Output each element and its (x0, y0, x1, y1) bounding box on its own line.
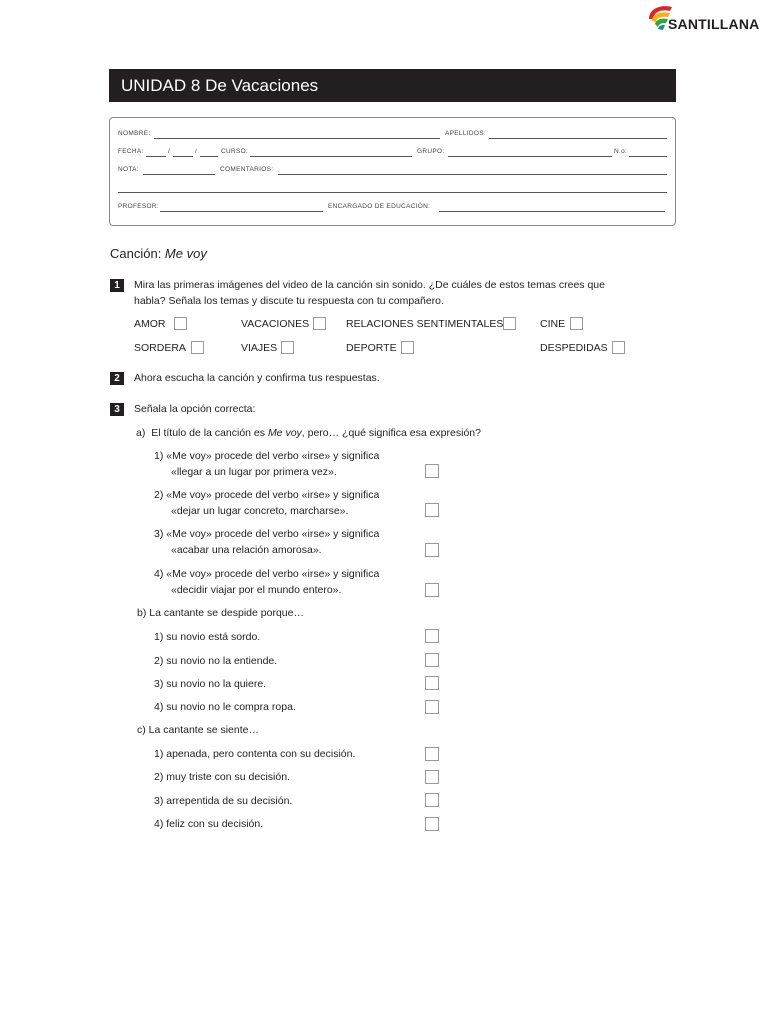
song-label: Canción: (110, 246, 165, 261)
part-c-option-1-checkbox[interactable] (425, 747, 439, 761)
part-c-question-text: La cantante se siente… (148, 724, 259, 736)
part-b-option-1-checkbox[interactable] (425, 629, 439, 643)
part-a-option-4-line-1: 4) «Me voy» procede del verbo «irse» y significa (154, 568, 380, 580)
part-b-option-2: 2) su novio no la entiende. (154, 655, 278, 667)
part-a-option-2-line-1: 2) «Me voy» procede del verbo «irse» y significa (154, 489, 380, 501)
exercise-1-line-2: habla? Señala los temas y discute tu respuesta con tu compañero. (134, 295, 444, 307)
part-c-option-1: 1) apenada, pero contenta con su decisión. (154, 748, 356, 760)
part-a-option-1-line-1: 1) «Me voy» procede del verbo «irse» y significa (154, 450, 380, 462)
topic-sordera-checkbox[interactable] (191, 341, 204, 354)
topic-cine-label: CINE (540, 318, 566, 330)
part-c-option-4: 4) feliz con su decisión. (154, 818, 264, 830)
unit-title: UNIDAD 8 De Vacaciones (121, 76, 319, 95)
part-c-option-4-checkbox[interactable] (425, 817, 439, 831)
encargado-label: ENCARGADO DE EDUCACIÓN: (328, 203, 431, 210)
topic-despedidas-label: DESPEDIDAS (540, 342, 608, 354)
part-c-label: c) (137, 724, 146, 736)
topic-viajes-label: VIAJES (241, 342, 278, 354)
fecha-slash-2: / (195, 148, 198, 155)
part-a-question (136, 425, 481, 441)
topic-relaciones-label: RELACIONES SENTIMENTALES (346, 318, 504, 330)
fecha-label: FECHA: (118, 148, 144, 155)
encargado-field[interactable] (439, 211, 665, 212)
topic-despedidas-checkbox[interactable] (612, 341, 625, 354)
topic-viajes-checkbox[interactable] (281, 341, 294, 354)
part-b-option-3: 3) su novio no la quiere. (154, 678, 267, 690)
part-a-question-post: , pero… ¿qué significa esa expresión? (301, 427, 481, 439)
apellidos-label: APELLIDOS: (445, 130, 486, 137)
topic-amor-label: AMOR (134, 318, 166, 330)
part-b-option-3-checkbox[interactable] (425, 676, 439, 690)
exercise-2-number: 2 (110, 372, 124, 385)
fecha-slash-1: / (168, 148, 171, 155)
nombre-field[interactable] (154, 138, 440, 139)
nota-field[interactable] (143, 174, 215, 175)
numero-label: N.o: (614, 148, 628, 155)
part-a-option-3-line-1: 3) «Me voy» procede del verbo «irse» y significa (154, 528, 380, 540)
part-c-option-3: 3) arrepentida de su decisión. (154, 795, 293, 807)
fecha-day-field[interactable] (146, 156, 166, 157)
part-b-question (137, 605, 304, 621)
part-b-question-text: La cantante se despide porque… (149, 607, 304, 619)
part-b-option-1: 1) su novio está sordo. (154, 631, 261, 643)
profesor-field[interactable] (160, 211, 323, 212)
curso-label: CURSO: (221, 148, 249, 155)
exercise-3-text: Señala la opción correcta: (134, 403, 256, 415)
nombre-label: NOMBRE: (118, 130, 151, 137)
fecha-year-field[interactable] (200, 156, 218, 157)
part-a-option-2-checkbox[interactable] (425, 503, 439, 517)
part-a-option-4-line-2: «decidir viajar por el mundo entero». (171, 584, 342, 596)
part-a-option-1-checkbox[interactable] (425, 464, 439, 478)
curso-field[interactable] (250, 156, 412, 157)
topic-cine-checkbox[interactable] (570, 317, 583, 330)
topic-deporte-label: DEPORTE (346, 342, 397, 354)
part-a-label: a) (136, 427, 146, 439)
part-c-option-2: 2) muy triste con su decisión. (154, 771, 290, 783)
comentarios-field[interactable] (278, 174, 667, 175)
topic-sordera-label: SORDERA (134, 342, 186, 354)
grupo-label: GRUPO: (417, 148, 445, 155)
exercise-1-number: 1 (110, 279, 124, 292)
unit-title-bar (109, 69, 676, 102)
part-b-option-4: 4) su novio no le compra ropa. (154, 701, 296, 713)
part-a-option-4-checkbox[interactable] (425, 583, 439, 597)
song-heading (110, 246, 207, 261)
comentarios-field-2[interactable] (118, 192, 667, 193)
brand-name: SANTILLANA (668, 16, 760, 32)
part-b-option-2-checkbox[interactable] (425, 653, 439, 667)
student-info-form (109, 117, 676, 226)
numero-field[interactable] (629, 156, 667, 157)
part-a-option-3-checkbox[interactable] (425, 543, 439, 557)
topic-deporte-checkbox[interactable] (401, 341, 414, 354)
topic-vacaciones-label: VACACIONES (241, 318, 310, 330)
topic-relaciones-checkbox[interactable] (503, 317, 516, 330)
song-title: Me voy (164, 246, 207, 261)
part-a-option-3-line-2: «acabar una relación amorosa». (171, 544, 322, 556)
part-b-option-4-checkbox[interactable] (425, 700, 439, 714)
part-a-option-2-line-2: «dejar un lugar concreto, marcharse». (171, 505, 349, 517)
topic-vacaciones-checkbox[interactable] (313, 317, 326, 330)
part-c-option-2-checkbox[interactable] (425, 770, 439, 784)
exercise-2-text: Ahora escucha la canción y confirma tus respuestas. (134, 372, 380, 384)
part-a-question-pre: El título de la canción es (151, 427, 268, 439)
part-c-option-3-checkbox[interactable] (425, 793, 439, 807)
part-a-option-1-line-2: «llegar a un lugar por primera vez». (171, 466, 337, 478)
exercise-1-line-1: Mira las primeras imágenes del video de la canción sin sonido. ¿De cuáles de estos temas crees que (134, 279, 605, 291)
part-a-question-em: Me voy (267, 427, 302, 439)
grupo-field[interactable] (448, 156, 612, 157)
profesor-label: PROFESOR: (118, 203, 159, 210)
fecha-month-field[interactable] (173, 156, 193, 157)
apellidos-field[interactable] (489, 138, 667, 139)
part-b-label: b) (137, 607, 147, 619)
topic-amor-checkbox[interactable] (174, 317, 187, 330)
nota-label: NOTA: (118, 166, 139, 173)
comentarios-label: COMENTARIOS: (220, 166, 274, 173)
part-c-question (137, 722, 259, 738)
exercise-3-number: 3 (110, 403, 124, 416)
